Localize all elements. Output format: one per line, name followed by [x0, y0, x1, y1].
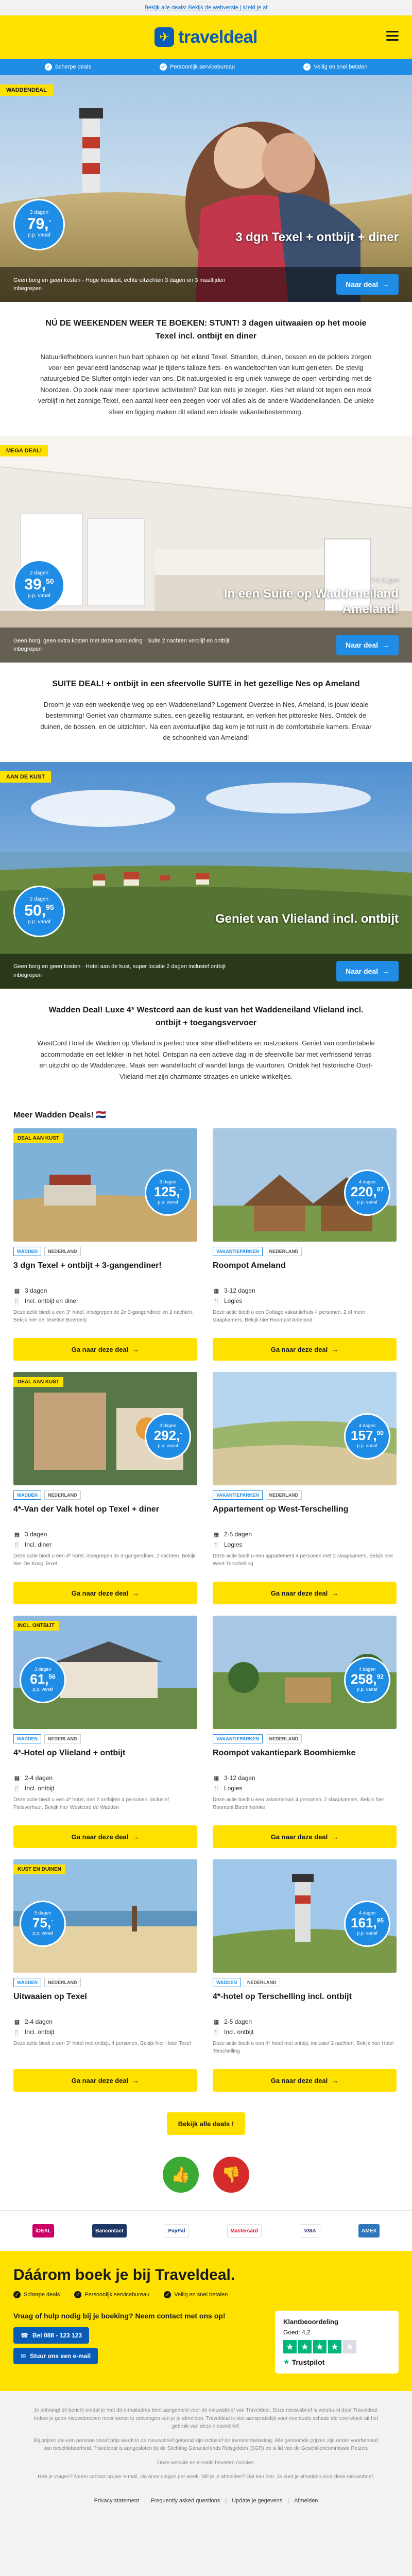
bancontact-icon: Bancontact — [92, 2224, 126, 2238]
deal-description: Deze actie biedt u een 3* hotel met ontbijt, 4 personen, Bekijk hier Hotel Texel — [13, 2041, 191, 2047]
deal-card[interactable] — [13, 1128, 197, 1361]
deal-description: Deze actie biedt u een vakantiehuis 4 personen, 2 slaapkamers, Bekijk hier Roompot Boomhiemke — [213, 1797, 384, 1811]
usp-item: ✓ Veilig en snel betalen — [164, 2291, 228, 2298]
deal-duration: ▦ 3 dagen — [14, 1531, 47, 1538]
category-tag: WADDEN — [13, 1247, 41, 1256]
calendar-icon: ▦ — [213, 1287, 219, 1294]
webversion-link[interactable]: Bekijk alle deals! Bekijk de webversie | Meld je af — [144, 5, 268, 11]
deal-tags — [213, 1729, 397, 1748]
hero-info-bar — [0, 954, 412, 989]
price-badge: 4 dagen 220,97 p.p. vanaf — [344, 1170, 390, 1216]
calendar-icon: ▦ — [213, 1775, 219, 1782]
hero-info-bar — [0, 267, 412, 302]
deal-board: 🍴 Logies — [213, 1297, 243, 1305]
hero-deal-texel[interactable] — [0, 75, 412, 302]
deal-description: Deze actie biedt u een appartement 4 personen met 2 slaapkamers, Bekijk hier West-Terschelling — [213, 1553, 393, 1567]
calendar-icon: ▦ — [213, 2019, 219, 2025]
usp-item: ✓ Persoonlijk servicebureau — [160, 63, 235, 71]
arrow-right-icon: → — [332, 2076, 339, 2084]
country-tag: NEDERLAND — [266, 1734, 302, 1743]
category-tag: WADDEN — [13, 1978, 41, 1987]
check-icon: ✓ — [160, 63, 167, 71]
footer-contact-row — [13, 2311, 399, 2374]
help-title: Vraag of hulp nodig bij je boeking? Neem contact met ons op! — [13, 2312, 226, 2320]
category-tag: WADDEN — [13, 1490, 41, 1500]
hero-title: In een Suite op Waddeneiland Ameland! — [224, 587, 399, 617]
usp-item: ✓ Scherpe deals — [45, 63, 91, 71]
hero-title: 3 dgn Texel + ontbijt + diner — [235, 230, 399, 244]
go-to-deal-button[interactable]: Ga naar deze deal → — [13, 1338, 197, 1361]
deal-tags — [213, 1485, 397, 1504]
hero-info: Geen borg, geen extra kosten met deze aanbieding · Suite 2 nachten verblijf en ontbijt inbegrepen — [13, 637, 230, 653]
privacy-link[interactable]: Privacy statement — [94, 2497, 139, 2504]
to-deal-button[interactable]: Naar deal → — [336, 961, 399, 981]
country-tag: NEDERLAND — [44, 1734, 81, 1743]
star-icon: ★ — [283, 2340, 297, 2353]
deal-card[interactable] — [213, 1616, 397, 1848]
price-badge: 4 dagen 258,92 p.p. vanaf — [344, 1657, 390, 1703]
arrow-right-icon: → — [132, 1833, 140, 1841]
amex-icon: AMEX — [358, 2224, 380, 2238]
country-tag: NEDERLAND — [266, 1490, 302, 1500]
deal-card[interactable] — [13, 1859, 197, 2092]
email-container — [0, 15, 412, 2391]
trustpilot-rating[interactable]: Klantbeoordeling Goed: 4,2 ★ ★ ★ ★ ★ ★ Trustpilot — [275, 2311, 399, 2374]
call-button[interactable]: ☎ Bel 088 - 123 123 — [13, 2327, 89, 2344]
deal-photo[interactable] — [13, 1859, 197, 1973]
deal-card[interactable] — [213, 1859, 397, 2092]
go-to-deal-button[interactable]: Ga naar deze deal → — [213, 1825, 397, 1848]
email-button[interactable]: ✉ Stuur ons een e-mail — [13, 2348, 98, 2364]
go-to-deal-button[interactable]: Ga naar deze deal → — [13, 1582, 197, 1604]
menu-icon[interactable] — [386, 31, 399, 43]
deal-photo[interactable] — [13, 1372, 197, 1485]
star-icon: ★ — [313, 2340, 327, 2353]
deal-card[interactable] — [213, 1128, 397, 1361]
price-badge: 2 dagen 39,50 p.p. vanaf — [13, 560, 65, 611]
deal-label: DEAL AAN KUST — [13, 1377, 63, 1387]
trustpilot-logo: ★ Trustpilot — [283, 2358, 325, 2366]
deal-description: Deze actie biedt u een 4* hotel met ontbijt, inclusief 2 nachten, Bekijk hier Hotel Terschelling — [213, 2041, 394, 2055]
cutlery-icon: 🍴 — [213, 1298, 220, 1304]
deal-duration: ▦ 2-4 dagen — [14, 1774, 53, 1782]
top-note — [0, 0, 412, 15]
arrow-right-icon: → — [382, 967, 389, 975]
deal-board: 🍴 Logies — [213, 1785, 243, 1792]
intro-text: Natuurliefhebbers kunnen hun hart ophalen op het eiland Texel. Stranden, duinen, bossen en de polders zorgen voor een gevarieerd landschap waar je tijdens talloze fiets- en wandeltochten van kunt genieten. De stevig natuurgebied De Slufter ontgin ieder van ons. Dit natuurgebied is erg uniek vanwege de open verbinding met de Noordzee. Op zoek naar meer sportieve activiteiten? Dat kan mits je zeegen. Kies het eiland tot tegen een mooi verblijf in het zonnige Texel, een aantal keer een zeegen voor vol alles als de andere Waddeneilanden. De unieke sfeer en ligging maken dit eiland een ideale vakantiebestemming. — [38, 352, 374, 416]
deal-duration: ▦ 2-5 dagen — [213, 2018, 252, 2026]
check-icon: ✓ — [45, 63, 52, 71]
footer-why-book — [0, 2251, 412, 2391]
to-deal-button[interactable]: Naar deal → — [336, 274, 399, 295]
footer-title: Dáárom boek je bij Traveldeal. — [13, 2266, 235, 2284]
calendar-icon: ▦ — [14, 1531, 20, 1538]
arrow-right-icon: → — [332, 1589, 339, 1597]
deal-intro — [0, 663, 412, 762]
deal-title[interactable]: 4*-hotel op Terschelling incl. ontbijt — [213, 1992, 352, 2002]
mail-icon: ✉ — [21, 2352, 26, 2360]
price-badge: 3 dagen 61,56 p.p. vanaf — [20, 1657, 66, 1703]
arrow-right-icon: → — [132, 2076, 140, 2084]
more-deals-title: Meer Wadden Deals! 🇳🇱 — [13, 1111, 107, 1120]
all-deals-button[interactable]: Bekijk alle deals ! — [167, 2112, 245, 2135]
calendar-icon: ▦ — [14, 2019, 20, 2025]
usp-item: ✓ Veilig en snel betalen — [303, 63, 367, 71]
unsubscribe-link[interactable]: Afmelden — [294, 2497, 318, 2504]
country-tag: NEDERLAND — [266, 1247, 302, 1256]
arrow-right-icon: → — [132, 1589, 140, 1597]
price-badge: 3 dagen 79,- p.p. vanaf — [13, 199, 65, 250]
deal-board: 🍴 Incl. diner — [13, 1541, 52, 1549]
country-tag: NEDERLAND — [244, 1978, 280, 1987]
payment-methods — [0, 2210, 412, 2251]
deal-tags — [13, 1729, 197, 1748]
plane-icon: ✈ — [154, 27, 174, 47]
footer-usps — [13, 2291, 399, 2298]
deal-title[interactable]: Roompot Ameland — [213, 1261, 286, 1270]
country-tag: NEDERLAND — [44, 1978, 81, 1987]
price-badge: 4 dagen 157,90 p.p. vanaf — [344, 1413, 390, 1460]
deal-board: 🍴 Incl. ontbijt — [13, 1785, 55, 1792]
star-icon: ★ — [343, 2340, 356, 2353]
arrow-right-icon: → — [382, 641, 389, 650]
thumbs-down-icon[interactable]: 👎 — [213, 2157, 249, 2193]
legal-text: Je ontvangt dit bericht omdat je met dit e-mailadres bent aangemeld voor de nieuwsbrief van Traveldeal. Deze nieuwsbrief is verstuurd door Traveldeal. Indien je geen nieuwsbrieven meer wenst te ontvangen kun je je afmelden. Traveldeal is niet aansprakelijk voor eventuele schade die voortvloeit uit het gebruik van deze nieuwsbrief. Bij prijzen die een persoon vanaf prijs wordt in de nieuwsbrief getoond zijn inclusief de toeristenbelasting. Alle genoemde prijzen zijn onder voorbehoud van beschikbaarheid. Traveldeal is aangesloten bij de Stichting Garantiefonds Reisgelden (SGR) en is lid van de Geschillencommissie Reizen. Onze website en e-mails bevatten cookies. Heb je vragen? Neem contact op per e-mail, via onze diagen per week. Wil je je afmelden? Dat kan hier. Je kunt je afmelden voor deze nieuwsbrief. — [0, 2391, 412, 2498]
deal-tags — [13, 1485, 197, 1504]
intro-text: WestCord Hotel de Wadden op Vlieland is perfect voor strandliefhebbers en rustzoekers. Geniet van comfortabele accommodatie en eet lekker in het hotel. Ontspan na een actieve dag in de sfeervolle bar met verfrissend terras en uitzicht op de Waddenzee. Maak een wandeltocht of wandel langs de vuurtoren. Ontdek het historische Oost-Vlieland met zijn charmante straatjes en unieke winkeltjes. — [37, 1039, 375, 1080]
deal-tags — [213, 1973, 397, 1991]
usp-item: ✓ Persoonlijk servicebureau — [74, 2291, 149, 2298]
deal-card[interactable] — [13, 1616, 197, 1848]
cutlery-icon: 🍴 — [13, 2029, 21, 2036]
hero-deal-ameland[interactable] — [0, 436, 412, 663]
deal-intro — [0, 302, 412, 436]
deal-description: Deze actie biedt u een 3* hotel, inbegrepen de 2x 3-gangendiner en 2 nachten. Bekijk hier de Texeltse Boerderij — [13, 1310, 194, 1324]
feedback-thumbs — [0, 2146, 412, 2210]
country-tag: NEDERLAND — [44, 1490, 81, 1500]
go-to-deal-button[interactable]: Ga naar deze deal → — [213, 1338, 397, 1361]
deal-title[interactable]: 4*-Van der Valk hotel op Texel + diner — [13, 1505, 159, 1514]
usp-bar — [0, 59, 412, 75]
thumbs-up-icon[interactable]: 👍 — [163, 2157, 199, 2193]
cutlery-icon: 🍴 — [13, 1785, 21, 1792]
deal-grid — [0, 1128, 412, 2092]
visa-icon: VISA — [300, 2224, 320, 2238]
deal-title[interactable]: Uitwaaien op Texel — [13, 1992, 87, 2002]
go-to-deal-button[interactable]: Ga naar deze deal → — [213, 1582, 397, 1604]
price-badge: 3 dagen 292,- p.p. vanaf — [145, 1413, 191, 1460]
price-badge: 3 dagen 125,- p.p. vanaf — [145, 1170, 191, 1216]
deal-label: KUST EN DUINEN — [13, 1865, 65, 1874]
traveldeal-logo[interactable] — [154, 27, 258, 47]
go-to-deal-button[interactable]: Ga naar deze deal → — [13, 1825, 197, 1848]
deal-duration: ▦ 3-12 dagen — [213, 1774, 255, 1782]
rating-stars — [283, 2340, 390, 2353]
deal-title[interactable]: 4*-Hotel op Vlieland + ontbijt — [13, 1749, 126, 1758]
deal-label: INCL. ONTBIJT — [13, 1621, 59, 1631]
phone-icon: ☎ — [21, 2332, 28, 2340]
category-tag: WADDEN — [13, 1734, 41, 1743]
category-tag: VAKANTIEPARKEN — [213, 1247, 263, 1256]
arrow-right-icon: → — [332, 1345, 339, 1353]
deal-board: 🍴 Logies — [213, 1541, 243, 1549]
hero-info: Geen borg en geen kosten · Hotel aan de kust, super locatie 2 dagen inclusief ontbijt inbegrepen — [13, 963, 226, 978]
cutlery-icon: 🍴 — [13, 1541, 21, 1548]
category-tag: VAKANTIEPARKEN — [213, 1734, 263, 1743]
usp-item: ✓ Scherpe deals — [13, 2291, 60, 2298]
intro-title: Wadden Deal! Luxe 4* Westcord aan de kust van het Waddeneiland Vlieland incl. ontbijt + toegangsvervoer — [48, 1005, 364, 1027]
hero-title: Geniet van Vlieland incl. ontbijt — [215, 911, 399, 926]
mastercard-icon: Mastercard — [227, 2224, 262, 2238]
check-icon: ✓ — [164, 2291, 171, 2298]
deal-tags — [13, 1973, 197, 1991]
ideal-icon: iDEAL — [32, 2224, 54, 2238]
deal-description: Deze actie biedt u een 4* hotel, inbegrepen 3x 3-gangendiner, 2 nachten. Bekijk hier De Koog Texel — [13, 1553, 196, 1567]
deal-board: 🍴 Incl. ontbijt en diner — [13, 1297, 79, 1305]
faq-link[interactable]: Frequently asked questions — [150, 2497, 220, 2504]
deal-photo[interactable] — [213, 1616, 397, 1729]
to-deal-button[interactable]: Naar deal → — [336, 635, 399, 655]
all-deals-section — [0, 2092, 412, 2146]
deal-card[interactable] — [213, 1372, 397, 1604]
deal-description: Deze actie biedt u een 4* hotel, met 2 ontbijten 4 personen, inclusief Fietsverhuur, Bekijk hier Westcord de Wadden — [13, 1797, 169, 1811]
calendar-icon: ▦ — [213, 1531, 219, 1538]
deal-photo[interactable] — [13, 1616, 197, 1729]
arrow-right-icon: → — [382, 280, 389, 289]
country-tag: NEDERLAND — [44, 1247, 81, 1256]
intro-title: SUITE DEAL! + ontbijt in een sfeervolle SUITE in het gezellige Nes op Ameland — [52, 680, 360, 689]
deal-duration: ▦ 2-4 dagen — [14, 2018, 53, 2026]
arrow-right-icon: → — [332, 1833, 339, 1841]
deal-duration: ▦ 3-12 dagen — [213, 1287, 255, 1295]
go-to-deal-button[interactable]: Ga naar deze deal → — [13, 2069, 197, 2092]
intro-text: Droom je van een weekendje weg op een Waddeneiland? Logement Overzee in Nes, Ameland, is jouw ideale bestemming! Geniet van charmante suites, een gezellig restaurant, en verken het pittoreske Nes. Ontdek de duinen, de bossen, en de uitzichten. Na een avontuurlijke dag kom je tot rust in de comfortabele kamers. Ervaar de schoonheid van Ameland! — [40, 701, 372, 742]
hero-nights: 2-5 dagen — [370, 576, 399, 584]
deal-photo[interactable] — [13, 1128, 197, 1242]
footer-links: Privacy statement | Frequently asked questions | Update je gegevens | Afmelden — [0, 2498, 412, 2519]
hero-deal-vlieland[interactable] — [0, 762, 412, 989]
deal-label: MEGA DEAL! — [0, 445, 48, 456]
check-icon: ✓ — [74, 2291, 81, 2298]
deal-tags — [13, 1242, 197, 1260]
help-block — [13, 2311, 225, 2368]
hero-info-bar — [0, 628, 412, 663]
cutlery-icon: 🍴 — [213, 2029, 220, 2036]
check-icon: ✓ — [303, 63, 311, 71]
star-icon: ★ — [328, 2340, 341, 2353]
deal-board: 🍴 Incl. ontbijt — [13, 2028, 55, 2036]
category-tag: VAKANTIEPARKEN — [213, 1490, 263, 1500]
deal-card[interactable] — [13, 1372, 197, 1604]
category-tag: WADDEN — [213, 1978, 241, 1987]
deal-photo[interactable] — [213, 1859, 397, 1973]
deal-title[interactable]: Roompot vakantiepark Boomhiemke — [213, 1749, 356, 1758]
price-badge: 2 dagen 50,95 p.p. vanaf — [13, 886, 65, 937]
deal-duration: ▦ 3 dagen — [14, 1287, 47, 1295]
cutlery-icon: 🍴 — [213, 1785, 220, 1792]
calendar-icon: ▦ — [14, 1775, 20, 1782]
deal-title[interactable]: Appartement op West-Terschelling — [213, 1505, 349, 1514]
deal-photo[interactable] — [213, 1128, 397, 1242]
hero-info: Geen borg en geen kosten - Hoge kwaliteit, echte uitzichten 3 dagen en 3 maaltijden inbegrepen — [13, 277, 226, 292]
intro-title: NÚ DE WEEKENDEN WEER TE BOEKEN: STUNT! 3 dagen uitwaaien op het mooie Texel incl. ontbijt en diner — [45, 319, 367, 341]
check-icon: ✓ — [13, 2291, 21, 2298]
deal-duration: ▦ 2-5 dagen — [213, 1531, 252, 1538]
deal-photo[interactable] — [213, 1372, 397, 1485]
logo-text: traveldeal — [178, 27, 258, 47]
deal-description: Deze actie biedt u een Cottage vakantiehuis 4 personen, 2 of meer slaapkamers, Bekijk hier Roompot Ameland — [213, 1310, 366, 1324]
deal-title[interactable]: 3 dgn Texel + ontbijt + 3-gangendiner! — [13, 1261, 162, 1270]
deal-label: WADDENDEAL — [0, 84, 53, 96]
deal-label: AAN DE KUST — [0, 771, 51, 783]
arrow-right-icon: → — [132, 1345, 140, 1353]
cutlery-icon: 🍴 — [213, 1541, 220, 1548]
go-to-deal-button[interactable]: Ga naar deze deal → — [213, 2069, 397, 2092]
price-badge: 4 dagen 161,95 p.p. vanaf — [344, 1901, 390, 1947]
price-badge: 5 dagen 75,- p.p. vanaf — [20, 1901, 66, 1947]
star-icon: ★ — [298, 2340, 312, 2353]
header — [0, 15, 412, 59]
deal-tags — [213, 1242, 397, 1260]
cutlery-icon: 🍴 — [13, 1298, 21, 1304]
update-details-link[interactable]: Update je gegevens — [232, 2497, 283, 2504]
deal-intro — [0, 989, 412, 1100]
paypal-icon: PayPal — [165, 2224, 189, 2238]
calendar-icon: ▦ — [14, 1287, 20, 1294]
deal-label: DEAL AAN KUST — [13, 1133, 63, 1143]
deal-board: 🍴 Incl. ontbijt — [213, 2028, 254, 2036]
